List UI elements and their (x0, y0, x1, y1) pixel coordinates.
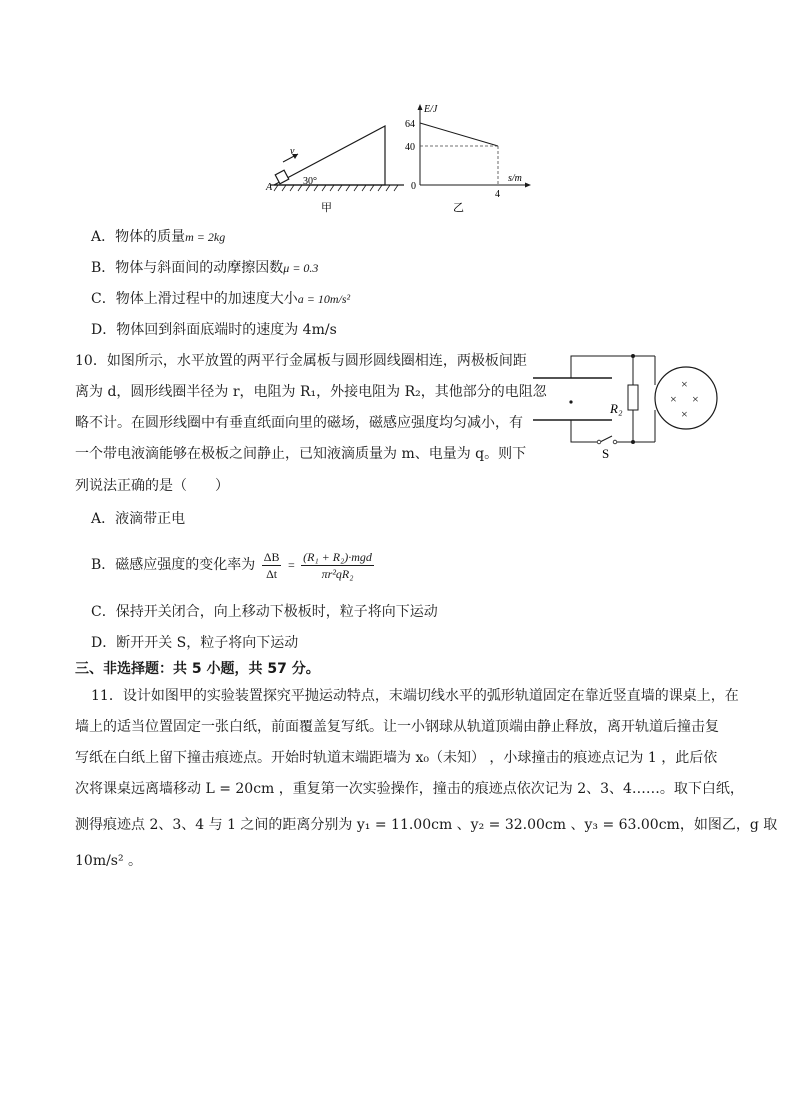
r2-label: R₂ (610, 401, 623, 416)
field-mark-2: × (670, 392, 677, 406)
q9-option-a (91, 227, 225, 247)
q9-option-b-text: B．物体与斜面间的动摩擦因数 (91, 260, 284, 276)
x-axis-label: s/m (508, 173, 522, 184)
bottom-wire-left (571, 420, 597, 442)
q10-option-b-rhs-frac (301, 549, 374, 582)
ground-hatching (274, 185, 398, 191)
q9-option-a-math: m = 2kg (185, 230, 226, 244)
switch-label: S (602, 446, 610, 460)
q10-option-b-lhs-den: Δt (266, 566, 278, 581)
figure-incline-and-energy-graph (255, 98, 545, 216)
right-caption: 乙 (453, 202, 464, 214)
velocity-label: v (290, 146, 295, 157)
q10-option-b (91, 546, 376, 584)
switch-blade (600, 436, 612, 442)
switch-contact-right (613, 440, 617, 444)
q10-option-b-rhs-den: πr²qR₂ (321, 566, 354, 581)
q11-line-6: 10m/s² 。 (75, 853, 143, 869)
droplet (569, 400, 572, 403)
q10-line-5: 列说法正确的是（ ） (75, 478, 229, 494)
q10-line-3: 略不计。在圆形线圈中有垂直纸面向里的磁场，磁感应强度均匀减小，有 (75, 415, 523, 431)
x-tick-4: 4 (495, 189, 500, 200)
angle-label: 30° (303, 176, 317, 187)
q9-option-c (91, 289, 350, 309)
q10-option-b-rhs-num: (R₁ + R₂)·mgd (303, 549, 372, 564)
incline-diagram (265, 126, 404, 214)
q9-option-c-text: C．物体上滑过程中的加速度大小 (91, 291, 298, 307)
q10-option-b-prefix: B．磁感应强度的变化率为 (91, 557, 256, 573)
section-3-heading: 三、非选择题：共 5 小题，共 57 分。 (75, 661, 320, 677)
q11-line-3: 写纸在白纸上留下撞击痕迹点。开始时轨道末端距墙为 x₀（未知） ，小球撞击的痕迹点记为 1 ，此后依 (75, 750, 718, 766)
q10-line-1: 10．如图所示，水平放置的两平行金属板与圆形圆线圈相连，两极板间距 (75, 353, 527, 369)
q10-option-b-eq: = (287, 558, 295, 572)
q11-line-5: 测得痕迹点 2、3、4 与 1 之间的距离分别为 y₁ = 11.00cm 、y₂ = 32.00cm 、y₃ = 63.00cm，如图乙，g 取 (75, 817, 778, 833)
y-tick-40: 40 (405, 142, 415, 153)
q9-option-b (91, 258, 318, 278)
resistor-r2 (628, 385, 638, 410)
q11-line-4: 次将课桌远离墙移动 L = 20cm ，重复第一次实验操作，撞击的痕迹点依次记为 2、3、4……。取下白纸， (75, 781, 744, 797)
y-tick-64: 64 (405, 119, 415, 130)
q10-option-d: D．断开开关 S，粒子将向下运动 (91, 635, 299, 651)
q10-option-a: A．液滴带正电 (91, 511, 186, 527)
y-axis-arrow (418, 104, 423, 110)
y-axis-label: E/J (424, 104, 438, 115)
q10-option-b-lhs-frac (262, 549, 282, 582)
field-mark-1: × (681, 377, 688, 391)
q9-option-d: D．物体回到斜面底端时的速度为 4m/s (91, 322, 337, 338)
field-mark-3: × (692, 392, 699, 406)
q9-option-b-math: μ = 0.3 (283, 261, 319, 275)
origin-label: 0 (411, 181, 416, 192)
q11-line-2: 墙上的适当位置固定一张白纸，前面覆盖复写纸。让一小钢球从轨道顶端由静止释放，离开轨道后撞击复 (75, 719, 719, 735)
block (275, 170, 289, 184)
q10-line-2: 离为 d，圆形线圈半径为 r，电阻为 R₁，外接电阻为 R₂，其他部分的电阻忽 (75, 384, 547, 400)
q10-line-4: 一个带电液滴能够在极板之间静止，已知液滴质量为 m、电量为 q。则下 (75, 446, 527, 462)
switch-contact-left (597, 440, 601, 444)
q10-option-b-lhs-num: ΔB (263, 549, 280, 564)
left-caption: 甲 (321, 202, 332, 214)
field-mark-4: × (681, 407, 688, 421)
q11-line-1: 11．设计如图甲的实验装置探究平抛运动特点，末端切线水平的弧形轨道固定在靠近竖直墙的课桌上，在 (91, 688, 739, 704)
top-wire (571, 356, 655, 378)
q10-option-c: C．保持开关闭合，向上移动下极板时，粒子将向下运动 (91, 604, 438, 620)
energy-line (420, 123, 498, 146)
point-a-label: A (266, 182, 273, 193)
energy-graph (405, 104, 531, 214)
circuit-diagram (530, 348, 730, 460)
q9-option-c-math: a = 10m/s² (297, 292, 351, 306)
q9-option-a-text: A．物体的质量 (91, 229, 186, 245)
x-axis-arrow (525, 183, 531, 188)
